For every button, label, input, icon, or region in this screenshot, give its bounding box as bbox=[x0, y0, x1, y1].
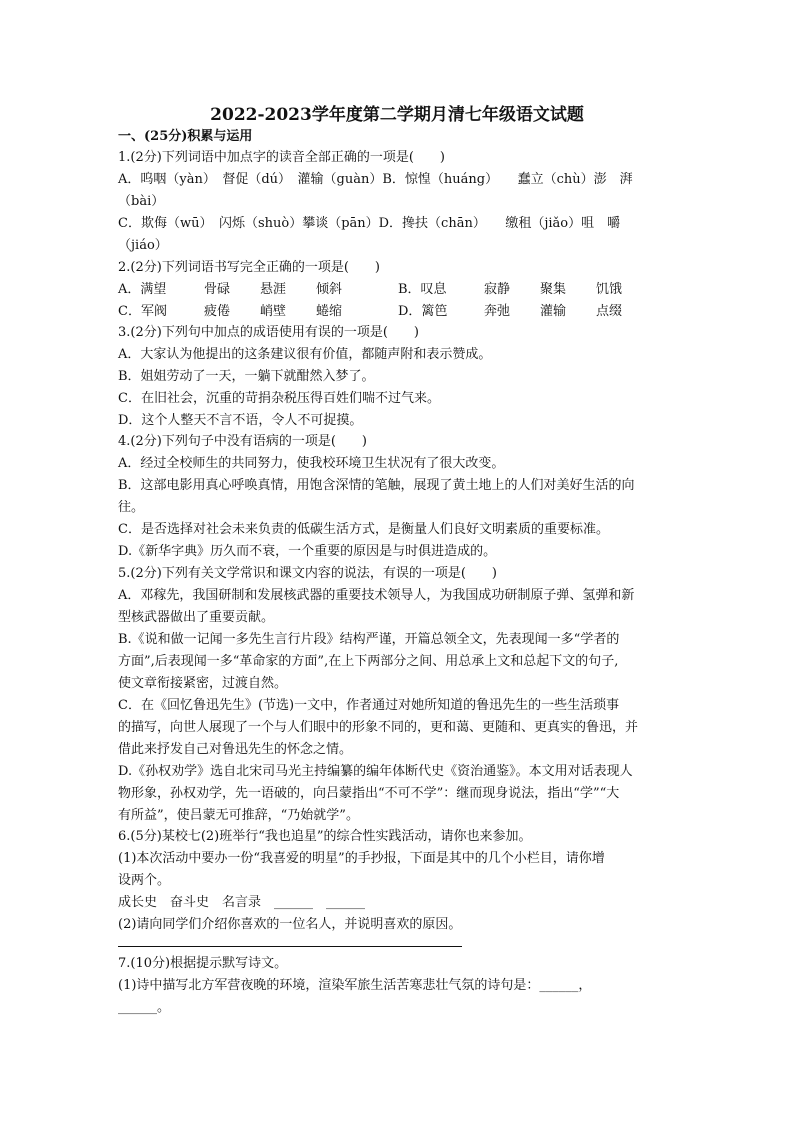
option-word: 点缀 bbox=[596, 304, 623, 319]
question-5-option-b-cont: 使文章衔接紧密，过渡自然。 bbox=[118, 676, 288, 691]
exam-title: 2022-2023学年度第二学期月清七年级语文试题 bbox=[210, 105, 584, 125]
question-7-stem: 7.(10分)根据提示默写诗文。 bbox=[118, 956, 288, 971]
question-4-option-a: A．经过全校师生的共同努力，使我校环境卫生状况有了很大改变。 bbox=[118, 456, 505, 471]
question-5-option-d-cont: 有所益”，使吕蒙无可推辞，“乃始就学”。 bbox=[118, 808, 359, 823]
question-6-part-1: (1)本次活动中要办一份“我喜爱的明星”的手抄报，下面是其中的几个小栏目，请你增 bbox=[118, 851, 605, 866]
option-word: 峭壁 bbox=[260, 304, 287, 319]
question-1-stem: 1.(2分)下列词语中加点字的读音全部正确的一项是( ) bbox=[118, 150, 445, 165]
question-3-stem: 3.(2分)下列句中加点的成语使用有误的一项是( ) bbox=[118, 325, 419, 340]
option-word: C．军阀 bbox=[118, 304, 167, 319]
question-3-option-a: A．大家认为他提出的这条建议很有价值，都随声附和表示赞成。 bbox=[118, 347, 492, 362]
question-5-option-c-cont: 借此来抒发自己对鲁迅先生的怀念之情。 bbox=[118, 742, 353, 757]
question-1-option-line: A．呜咽（yàn） 督促（dú） 灌输（guàn）B．惊惶（huáng） 蠢立（chù）澎 湃 bbox=[118, 172, 633, 187]
question-1-option-line: C．欺侮（wū） 闪烁（shuò）攀谈（pān）D．搀扶（chān） 缴租（jiǎo）咀 嚼 bbox=[118, 216, 621, 231]
question-5-option-c-cont: 的描写，向世人展现了一个与人们眼中的形象不同的，更和蔼、更随和、更真实的鲁迅，并 bbox=[118, 720, 639, 735]
question-4-stem: 4.(2分)下列句子中没有语病的一项是( ) bbox=[118, 434, 367, 449]
question-4-option-d: D.《新华字典》历久而不衰，一个重要的原因是与时俱进造成的。 bbox=[118, 544, 497, 559]
question-5-option-a-cont: 型核武器做出了重要贡献。 bbox=[118, 610, 275, 625]
question-5-option-b-cont: 方面”,后表现闻一多“革命家的方面”,在上下两部分之间、用总承上文和总起下文的句子, bbox=[118, 654, 619, 669]
option-word: 奔弛 bbox=[484, 304, 511, 319]
option-word: 寂静 bbox=[484, 282, 511, 297]
option-word: 疲倦 bbox=[204, 304, 231, 319]
question-5-option-b: B.《说和做一记闻一多先生言行片段》结构严谨，开篇总领全文，先表现闻一多“学者的 bbox=[118, 632, 620, 647]
question-5-option-c: C．在《回忆鲁迅先生》(节选)一文中，作者通过对她所知道的鲁迅先生的一些生活琐事 bbox=[118, 698, 620, 713]
option-word: A．满望 bbox=[118, 282, 167, 297]
question-2-stem: 2.(2分)下列词语书写完全正确的一项是( ) bbox=[118, 260, 380, 275]
option-word: 饥饿 bbox=[596, 282, 623, 297]
option-word: 骨碌 bbox=[204, 282, 231, 297]
option-word: 聚集 bbox=[540, 282, 567, 297]
question-1-option-line: （bài） bbox=[118, 194, 165, 209]
option-word: 悬涯 bbox=[260, 282, 287, 297]
question-4-option-c: C．是否选择对社会未来负责的低碳生活方式，是衡量人们良好文明素质的重要标准。 bbox=[118, 522, 609, 537]
question-4-option-b-cont: 往。 bbox=[118, 500, 145, 515]
question-6-part-2: (2)请向同学们介绍你喜欢的一位名人，并说明喜欢的原因。 bbox=[118, 917, 462, 932]
question-6-part-1-cont: 设两个。 bbox=[118, 873, 171, 888]
answer-line bbox=[118, 946, 462, 947]
question-5-stem: 5.(2分)下列有关文学常识和课文内容的说法，有误的一项是( ) bbox=[118, 566, 497, 581]
question-1-option-line: （jiáo） bbox=[118, 238, 168, 253]
question-3-option-b: B．姐姐劳动了一天，一躺下就酣然入梦了。 bbox=[118, 369, 375, 384]
section-heading: 一、(25分)积累与运用 bbox=[118, 129, 253, 144]
question-3-option-c: C．在旧社会，沉重的苛捐杂税压得百姓们喘不过气来。 bbox=[118, 391, 440, 406]
question-6-stem: 6.(5分)某校七(2)班举行“我也追星”的综合性实践活动，请你也来参加。 bbox=[118, 829, 532, 844]
question-3-option-d: D．这个人整天不言不语，令人不可捉摸。 bbox=[118, 413, 363, 428]
question-5-option-d-cont: 物形象，孙权劝学，先一语破的，向吕蒙指出“不可不学”：继而现身说法，指出“学”“大 bbox=[118, 786, 620, 801]
question-5-option-a: A．邓稼先，我国研制和发展核武器的重要技术领导人，为我国成功研制原子弹、氢弹和新 bbox=[118, 588, 635, 603]
question-6-column-list: 成长史 奋斗史 名言录 ______ ______ bbox=[118, 895, 366, 910]
question-5-option-d: D.《孙权劝学》选自北宋司马光主持编纂的编年体断代史《资治通鉴》。本文用对话表现人 bbox=[118, 764, 633, 779]
question-7-part-1-cont: ______。 bbox=[118, 1000, 171, 1015]
question-7-part-1: (1)诗中描写北方军营夜晚的环境，渲染军旅生活苦寒悲壮气氛的诗句是：______， bbox=[118, 978, 592, 993]
option-word: B．叹息 bbox=[398, 282, 447, 297]
option-word: 倾斜 bbox=[316, 282, 343, 297]
question-4-option-b: B．这部电影用真心呼唤真情，用饱含深情的笔触，展现了黄土地上的人们对美好生活的向 bbox=[118, 478, 635, 493]
option-word: 灌输 bbox=[540, 304, 567, 319]
option-word: D．篱笆 bbox=[398, 304, 448, 319]
option-word: 蜷缩 bbox=[316, 304, 343, 319]
